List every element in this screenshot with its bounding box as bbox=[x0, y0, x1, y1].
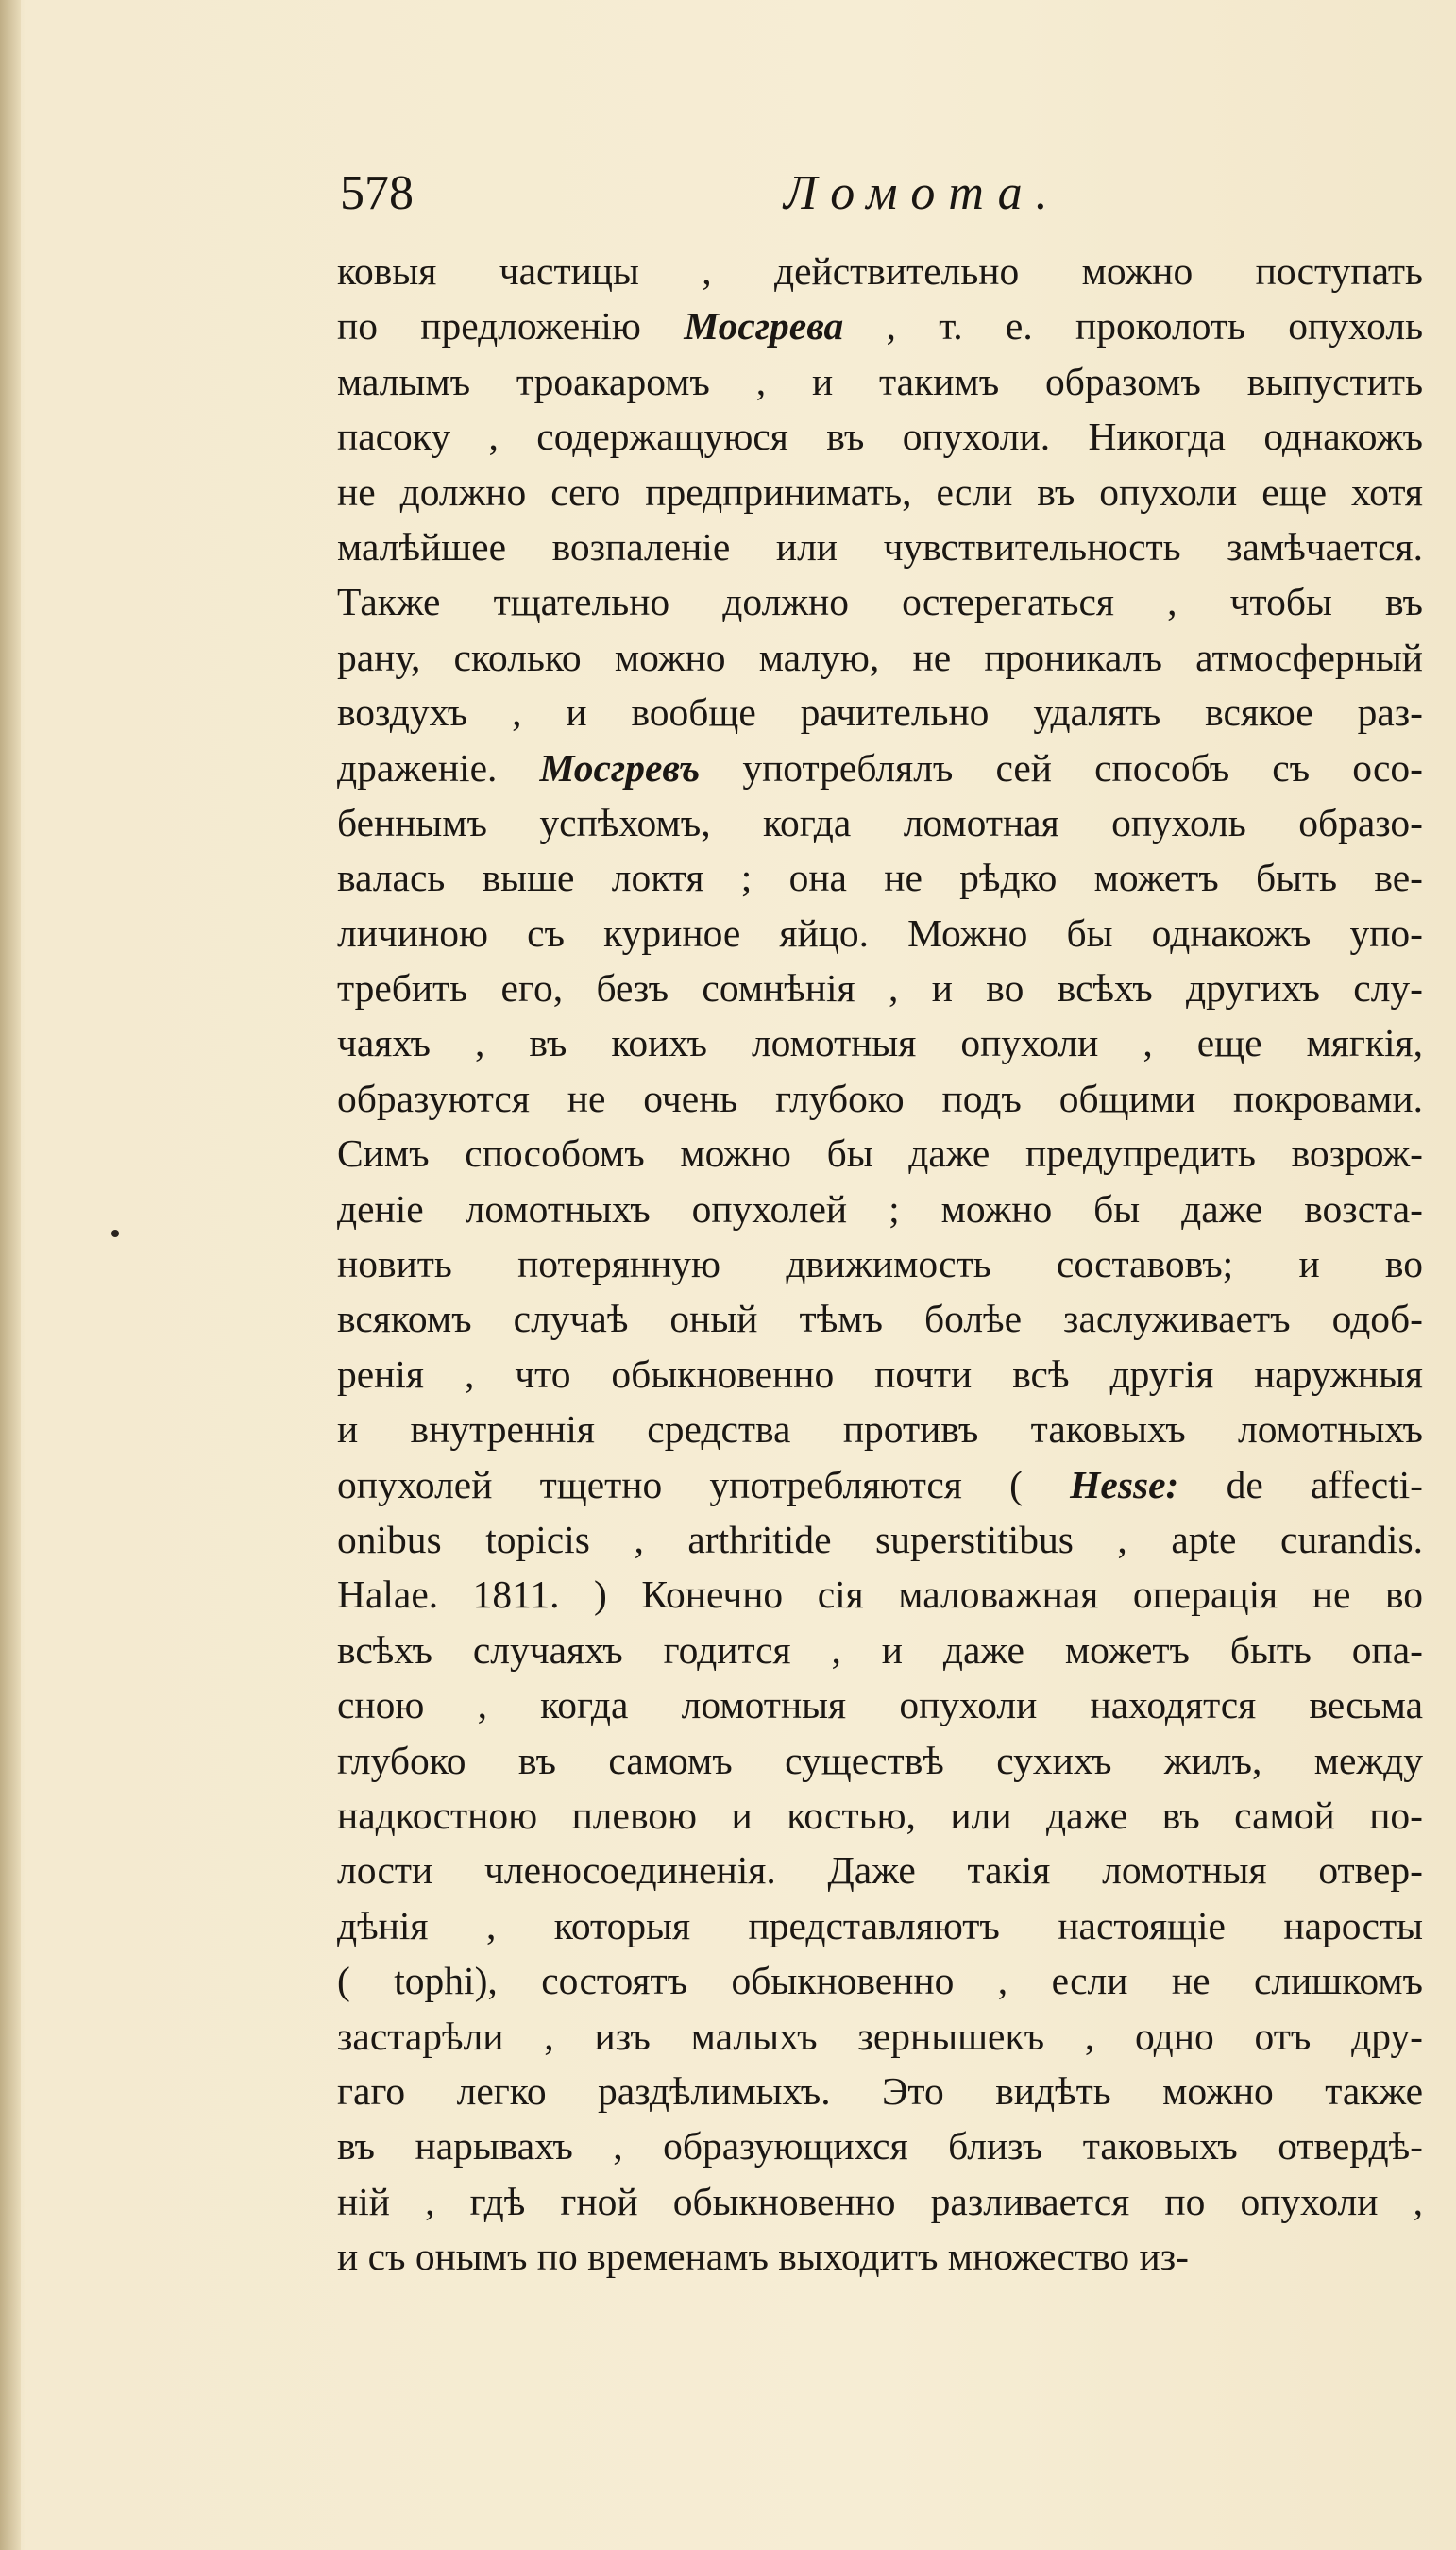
text-fragment: Также тщательно должно остерегаться , чтобы въ bbox=[337, 580, 1423, 624]
text-fragment: и съ онымъ по временамъ выходитъ множество из- bbox=[337, 2235, 1189, 2279]
text-fragment: въ нарывахъ , образующихся близъ таковыхъ отвердѣ- bbox=[337, 2124, 1423, 2168]
text-line bbox=[337, 2009, 1423, 2064]
text-fragment: валась выше локтя ; она не рѣдко можетъ быть ве- bbox=[337, 856, 1423, 900]
page-binding-shadow bbox=[0, 0, 21, 2550]
text-fragment: всякомъ случаѣ оный тѣмъ болѣе заслуживаетъ одоб- bbox=[337, 1297, 1423, 1341]
text-line bbox=[337, 2229, 1423, 2284]
text-fragment: ренія , что обыкновенно почти всѣ другія наружныя bbox=[337, 1352, 1423, 1396]
text-line bbox=[337, 1402, 1423, 1456]
text-line bbox=[337, 1843, 1423, 1897]
text-line bbox=[337, 1126, 1423, 1181]
text-fragment: образуются не очень глубоко подъ общими покровами. bbox=[337, 1076, 1423, 1120]
text-fragment: застарѣли , изъ малыхъ зернышекъ , одно отъ дру- bbox=[337, 2014, 1423, 2058]
text-line bbox=[337, 1953, 1423, 2008]
text-line bbox=[337, 574, 1423, 629]
text-line bbox=[337, 409, 1423, 464]
text-fragment: требить его, безъ сомнѣнія , и во всѣхъ другихъ слу- bbox=[337, 966, 1423, 1011]
text-fragment: по предложенію bbox=[337, 304, 685, 348]
text-fragment: малымъ троакаромъ , и такимъ образомъ выпустить bbox=[337, 359, 1423, 403]
author-name: Мосгревъ bbox=[539, 745, 701, 790]
text-line bbox=[337, 1291, 1423, 1346]
text-fragment: гаго легко раздѣлимыхъ. Это видѣть можно также bbox=[337, 2068, 1423, 2113]
text-fragment: ній , гдѣ гной обыкновенно разливается по опухоли , bbox=[337, 2179, 1423, 2223]
text-line bbox=[337, 1347, 1423, 1402]
text-fragment: малѣйшее возпаленіе или чувствительность замѣчается. bbox=[337, 524, 1423, 569]
text-line bbox=[337, 740, 1423, 795]
text-line bbox=[337, 1788, 1423, 1843]
text-line bbox=[337, 1236, 1423, 1291]
text-fragment: дѣнія , которыя представляютъ настоящіе наросты bbox=[337, 1903, 1423, 1947]
text-fragment: всѣхъ случаяхъ годится , и даже можетъ быть опа- bbox=[337, 1627, 1423, 1672]
text-fragment: деніе ломотныхъ опухолей ; можно бы даже возста- bbox=[337, 1186, 1423, 1231]
text-line bbox=[337, 630, 1423, 685]
text-fragment: de affecti- bbox=[1178, 1462, 1424, 1506]
text-fragment: ковыя частицы , действительно можно поступать bbox=[337, 249, 1423, 293]
text-line bbox=[337, 1733, 1423, 1788]
text-fragment: пасоку , содержащуюся въ опухоли. Никогда однакожъ bbox=[337, 415, 1423, 459]
text-fragment: и внутреннія средства противъ таковыхъ ломотныхъ bbox=[337, 1407, 1423, 1452]
text-fragment: воздухъ , и вообще рачительно удалять всякое раз- bbox=[337, 690, 1423, 735]
text-fragment: надкостною плевою и костью, или даже въ самой по- bbox=[337, 1793, 1423, 1837]
text-line bbox=[337, 2064, 1423, 2118]
text-line bbox=[337, 244, 1423, 298]
author-name: Hesse: bbox=[1070, 1462, 1179, 1506]
page-header bbox=[340, 165, 1095, 231]
text-line bbox=[337, 354, 1423, 409]
text-line bbox=[337, 685, 1423, 740]
author-name: Мосгрева bbox=[684, 304, 844, 348]
text-fragment: беннымъ успѣхомъ, когда ломотная опухоль образо- bbox=[337, 800, 1423, 844]
margin-ink-dot bbox=[111, 1230, 119, 1237]
text-fragment: рану, сколько можно малую, не проникалъ атмосферный bbox=[337, 635, 1423, 679]
text-line bbox=[337, 1457, 1423, 1512]
text-line bbox=[337, 1567, 1423, 1622]
text-fragment: не должно сего предпринимать, если въ опухоли еще хотя bbox=[337, 469, 1423, 514]
text-line bbox=[337, 1512, 1423, 1567]
text-line bbox=[337, 1182, 1423, 1236]
text-fragment: употреблялъ сей способъ съ осо- bbox=[700, 745, 1423, 790]
text-fragment: чаяхъ , въ коихъ ломотныя опухоли , еще мягкія, bbox=[337, 1021, 1423, 1065]
running-title: Ломота. bbox=[784, 166, 1061, 220]
text-line bbox=[337, 1677, 1423, 1732]
text-fragment: новить потерянную движимость составовъ; и во bbox=[337, 1242, 1423, 1286]
text-line bbox=[337, 1015, 1423, 1070]
page-number: 578 bbox=[340, 166, 414, 220]
text-line bbox=[337, 1071, 1423, 1126]
text-fragment: сною , когда ломотныя опухоли находятся весьма bbox=[337, 1683, 1423, 1727]
body-text bbox=[337, 244, 1423, 2284]
text-fragment: onibus topicis , arthritide superstitibus , apte curandis. bbox=[337, 1517, 1423, 1561]
text-line bbox=[337, 906, 1423, 960]
text-line bbox=[337, 519, 1423, 574]
text-line bbox=[337, 795, 1423, 850]
text-fragment: опухолей тщетно употребляются ( bbox=[337, 1462, 1071, 1506]
text-fragment: Симъ способомъ можно бы даже предупредить возрож- bbox=[337, 1131, 1423, 1176]
text-line bbox=[337, 298, 1423, 353]
text-fragment: глубоко въ самомъ существѣ сухихъ жилъ, между bbox=[337, 1738, 1423, 1782]
text-fragment: личиною съ куриное яйцо. Можно бы однакожъ упо- bbox=[337, 910, 1423, 955]
text-fragment: драженіе. bbox=[337, 745, 540, 790]
text-line bbox=[337, 1623, 1423, 1677]
text-fragment: , т. е. проколоть опухоль bbox=[843, 304, 1424, 348]
text-line bbox=[337, 850, 1423, 905]
text-line bbox=[337, 465, 1423, 519]
text-line bbox=[337, 2118, 1423, 2173]
text-line bbox=[337, 960, 1423, 1015]
text-line bbox=[337, 1898, 1423, 1953]
text-fragment: Halae. 1811. ) Конечно сія маловажная операція не во bbox=[337, 1572, 1423, 1617]
text-line bbox=[337, 2174, 1423, 2229]
text-fragment: ( tophi), состоятъ обыкновенно , если не слишкомъ bbox=[337, 1959, 1423, 2003]
text-fragment: лости членосоединенія. Даже такія ломотныя отвер- bbox=[337, 1848, 1423, 1893]
